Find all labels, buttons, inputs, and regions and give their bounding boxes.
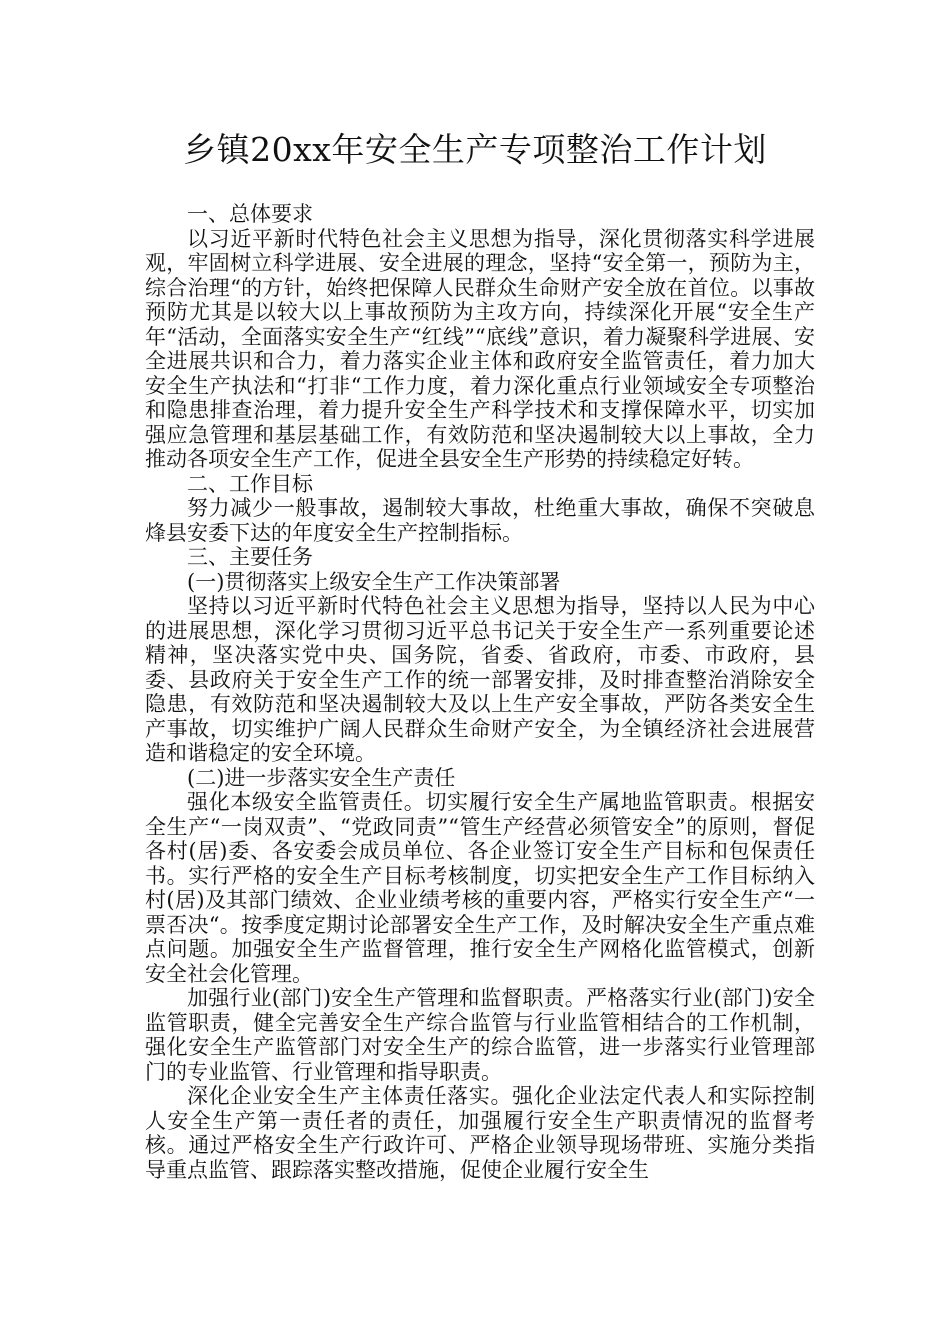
section-heading: 一、总体要求	[187, 202, 313, 226]
body-paragraph: 坚持以习近平新时代特色社会主义思想为指导，坚持以人民为中心的进展思想，深化学习贯彻习近平总书记关于安全生产一系列重要论述精神，坚决落实党中央、国务院，省委、省政府，市委、市政府，县委、县政府关于安全生产工作的统一部署安排，及时排查整治消除安全隐患，有效防范和坚决遏制较大及以上生产安全事故，严防各类安全生产事故，切实维护广阔人民群众生命财产安全，为全镇经济社会进展营造和谐稳定的安全环境。	[145, 594, 815, 765]
body-paragraph: 努力减少一般事故，遏制较大事故，杜绝重大事故，确保不突破息烽县安委下达的年度安全生产控制指标。	[145, 496, 815, 545]
body-paragraph: 深化企业安全生产主体责任落实。强化企业法定代表人和实际控制人安全生产第一责任者的责任，加强履行安全生产职责情况的监督考核。通过严格安全生产行政许可、严格企业领导现场带班、实施分类指导重点监管、跟踪落实整改措施，促使企业履行安全生	[145, 1084, 815, 1182]
body-paragraph: 以习近平新时代特色社会主义思想为指导，深化贯彻落实科学进展观，牢固树立科学进展、安全进展的理念，坚持“安全第一，预防为主，综合治理“的方针，始终把保障人民群众生命财产安全放在首位。以事故预防尤其是以较大以上事故预防为主攻方向，持续深化开展“安全生产年“活动，全面落实安全生产“红线”“底线”意识，着力凝聚科学进展、安全进展共识和合力，着力落实企业主体和政府安全监管责任，着力加大安全生产执法和“打非“工作力度，着力深化重点行业领域安全专项整治和隐患排查治理，着力提升安全生产科学技术和支撑保障水平，切实加强应急管理和基层基础工作，有效防范和坚决遏制较大以上事故，全力推动各项安全生产工作，促进全县安全生产形势的持续稳定好转。	[145, 226, 815, 471]
body-paragraph: 加强行业(部门)安全生产管理和监督职责。严格落实行业(部门)安全监管职责，健全完善安全生产综合监管与行业监管相结合的工作机制，强化安全生产监管部门对安全生产的综合监管，进一步落实行业管理部门的专业监管、行业管理和指导职责。	[145, 986, 815, 1084]
document-title: 乡镇20xx年安全生产专项整治工作计划	[183, 130, 767, 169]
section-heading: (二)进一步落实安全生产责任	[187, 765, 456, 790]
section-heading: 三、主要任务	[187, 545, 313, 569]
body-paragraph: 强化本级安全监管责任。切实履行安全生产属地监管职责。根据安全生产“一岗双责”、“党政同责”“管生产经营必须管安全”的原则，督促各村(居)委、各安委会成员单位、各企业签订安全生产目标和包保责任书。实行严格的安全生产目标考核制度，切实把安全生产工作目标纳入村(居)及其部门绩效、企业业绩考核的重要内容，严格实行安全生产“一票否决“。按季度定期讨论部署安全生产工作，及时解决安全生产重点难点问题。加强安全生产监督管理，推行安全生产网格化监管模式，创新安全社会化管理。	[145, 790, 815, 986]
document-body	[145, 202, 815, 1182]
section-heading: (一)贯彻落实上级安全生产工作决策部署	[187, 569, 561, 594]
section-heading: 二、工作目标	[187, 471, 313, 496]
